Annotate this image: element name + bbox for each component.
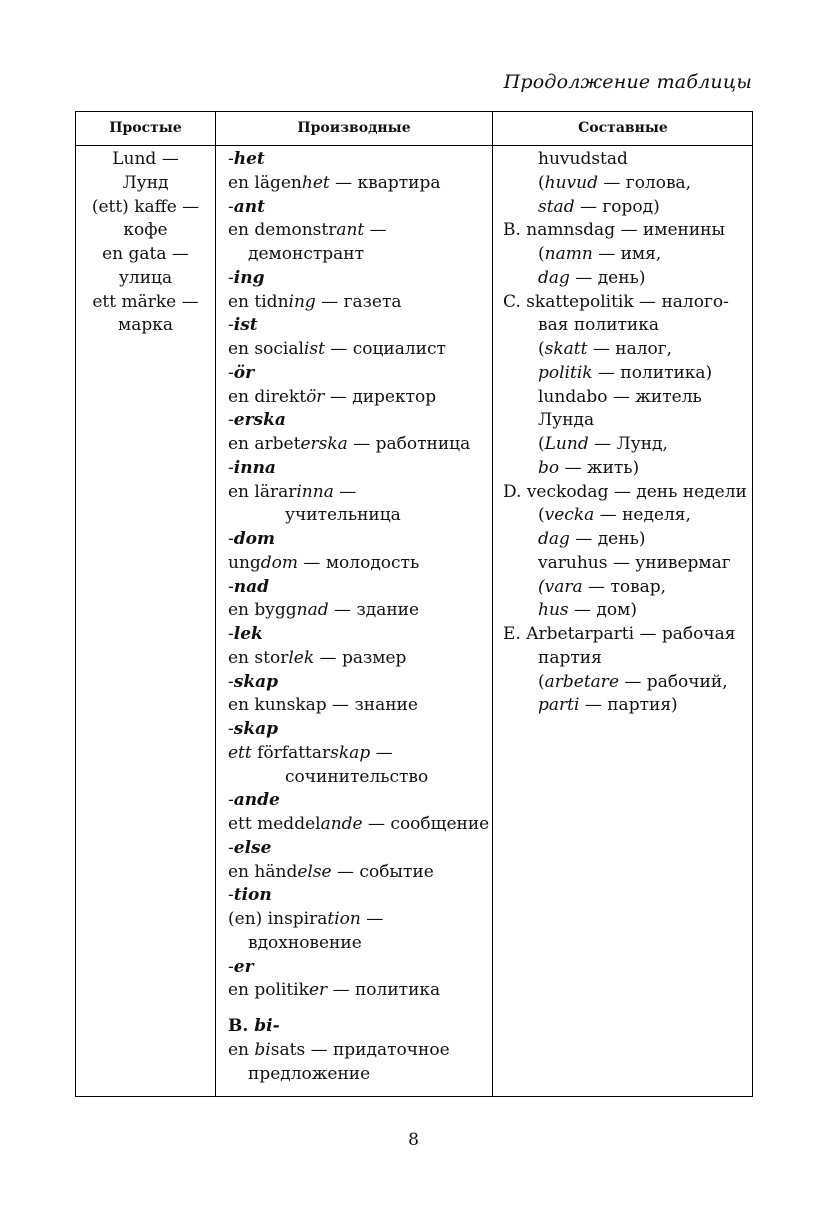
suffix-heading: -inna	[228, 457, 276, 478]
suffix-heading: -skap	[228, 719, 279, 739]
suffix-heading: -het	[228, 149, 265, 169]
derived-example: en direktör — директор	[228, 386, 437, 407]
derived-example: en bisats — придаточное	[228, 1039, 450, 1060]
suffix-heading: -else	[228, 837, 272, 858]
derived-example: ungdom — молодость	[228, 552, 420, 573]
compound-gloss: (arbetare — рабочий,	[538, 671, 728, 692]
word-formation-table	[75, 111, 753, 1097]
compound-words-column	[503, 148, 751, 718]
derived-example: (en) inspiration —	[228, 909, 384, 929]
compound-gloss: (vara — товар,	[538, 576, 667, 597]
derived-example: en socialist — социалист	[228, 339, 446, 359]
derived-example-continued: предложение	[248, 1063, 371, 1084]
simple-word-line: улица	[118, 267, 173, 288]
suffix-heading: -ist	[228, 315, 258, 336]
compound-gloss: (skatt — налог,	[538, 339, 673, 359]
derived-example: en kunskap — знание	[228, 695, 418, 716]
compound-entry: E. Arbetarparti — рабочая	[503, 624, 736, 644]
suffix-heading: -ing	[228, 267, 265, 288]
suffix-heading: -ant	[228, 196, 265, 217]
derived-example: en politiker — политика	[228, 980, 441, 1001]
derived-example: ett meddelande — сообщение	[228, 814, 490, 834]
header-divider	[76, 145, 752, 146]
compound-entry-continued: Лунда	[538, 410, 595, 431]
simple-word-line: кофе	[123, 220, 168, 241]
compound-gloss: stad — город)	[538, 196, 660, 217]
table-caption: Продолжение таблицы	[503, 71, 752, 93]
simple-word-line: en gata —	[102, 244, 189, 264]
suffix-heading: -er	[228, 956, 254, 977]
compound-entry-continued: партия	[538, 647, 602, 668]
compound-gloss: dag — день)	[538, 267, 646, 288]
simple-word-line: (ett) kaffe —	[91, 196, 200, 217]
derived-example: en händelse — событие	[228, 861, 434, 882]
suffix-heading: -erska	[228, 410, 286, 431]
column-divider	[492, 112, 493, 1096]
derived-example: en storlek — размер	[228, 647, 407, 668]
compound-gloss: dag — день)	[538, 529, 646, 549]
compound-gloss: (Lund — Лунд,	[538, 434, 668, 454]
header-compound: Составные	[578, 120, 668, 136]
compound-gloss: parti — партия)	[538, 695, 678, 716]
column-divider	[215, 112, 216, 1096]
suffix-heading: -skap	[228, 671, 279, 692]
page-number: 8	[408, 1130, 419, 1150]
compound-gloss: hus — дом)	[538, 600, 637, 621]
compound-entry: huvudstad	[538, 149, 628, 169]
simple-word-line: марка	[117, 315, 173, 336]
derived-example: en demonstrant —	[228, 220, 387, 241]
suffix-heading: -ör	[228, 362, 255, 383]
derived-example: en byggnad — здание	[228, 600, 420, 621]
compound-entry: varuhus — универмаг	[538, 552, 731, 573]
suffix-heading: -dom	[228, 529, 275, 549]
compound-entry: C. skattepolitik — налого-	[503, 291, 729, 312]
derived-example-continued: демонстрант	[248, 244, 364, 264]
compound-gloss: (vecka — неделя,	[538, 505, 691, 526]
suffix-heading: -ande	[228, 790, 280, 811]
derived-example: en lägenhet — квартира	[228, 172, 441, 193]
derived-example-continued: сочинительство	[285, 766, 429, 787]
derived-example-continued: учительница	[285, 505, 401, 526]
header-derived: Производные	[297, 120, 411, 136]
simple-words-column	[76, 148, 215, 338]
derived-example: ett författarskap —	[228, 742, 393, 763]
simple-word-line: ett märke —	[92, 291, 199, 312]
derived-example-continued: вдохновение	[248, 932, 362, 953]
section-gap	[228, 1003, 490, 1015]
compound-entry: D. veckodag — день недели	[503, 481, 747, 502]
compound-gloss: bo — жить)	[538, 457, 640, 478]
compound-gloss: (huvud — голова,	[538, 172, 692, 193]
suffix-heading: -tion	[228, 885, 272, 906]
compound-entry: lundabo — житель	[538, 386, 702, 407]
derived-example: en tidning — газета	[228, 291, 402, 312]
compound-gloss: (namn — имя,	[538, 244, 662, 264]
simple-word-line: Лунд	[122, 172, 169, 193]
prefix-heading: B. bi-	[228, 1016, 280, 1036]
compound-entry: B. namnsdag — именины	[503, 220, 726, 241]
compound-gloss: politik — политика)	[538, 362, 713, 383]
simple-word-line: Lund —	[112, 149, 179, 169]
header-simple: Простые	[109, 120, 182, 136]
derived-example: en lärarinna —	[228, 481, 357, 502]
suffix-heading: -nad	[228, 576, 270, 597]
derived-words-column	[228, 148, 490, 1086]
derived-example: en arbeterska — работница	[228, 434, 471, 454]
compound-entry-continued: вая политика	[538, 315, 660, 336]
suffix-heading: -lek	[228, 624, 263, 644]
